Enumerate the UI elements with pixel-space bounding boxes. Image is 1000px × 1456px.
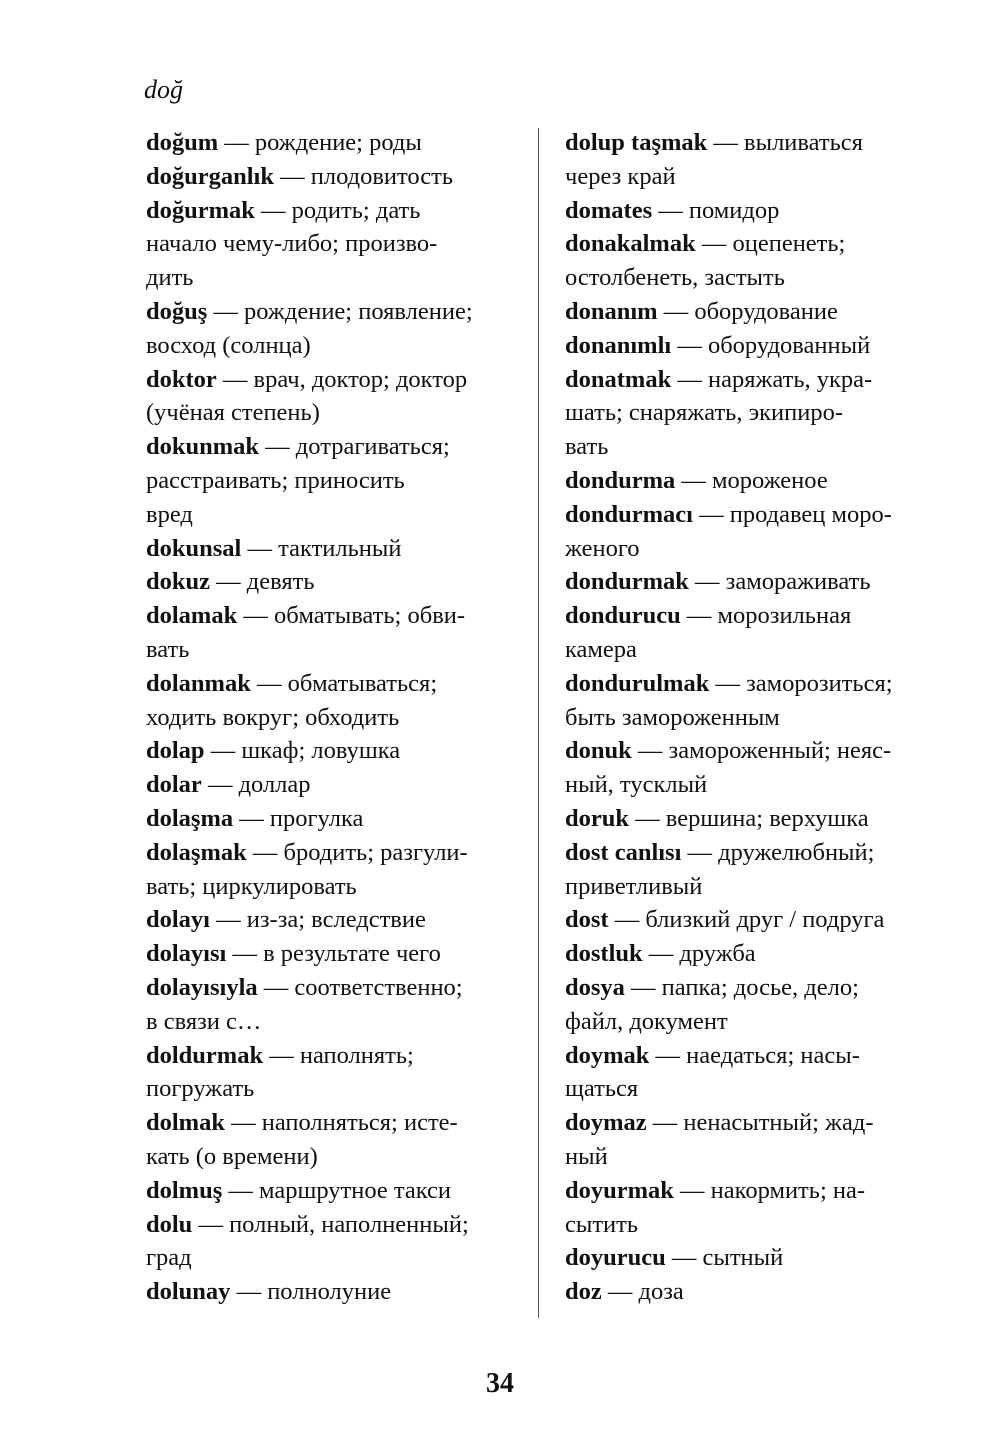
dictionary-entry (146, 1106, 524, 1174)
entry-line (146, 532, 524, 566)
definition-text: восход (солнца) (146, 331, 311, 359)
headword: dondurucu (565, 602, 681, 630)
entry-line (146, 126, 524, 160)
entry-line (146, 1039, 524, 1073)
headword: dondurmacı (565, 500, 693, 528)
headword: doldurmak (146, 1041, 264, 1069)
definition-text: — обматываться; (250, 669, 438, 697)
definition-text: — накормить; на- (673, 1176, 866, 1204)
definition-text: приветливый (565, 872, 703, 900)
headword: dokunsal (146, 534, 242, 562)
definition-text: — наполнять; (263, 1041, 414, 1069)
definition-text: начало чему-либо; произво- (146, 230, 438, 258)
definition-text: — плодовитость (274, 162, 454, 190)
headword: dolamak (146, 602, 238, 630)
entry-line (146, 903, 524, 937)
entry-line (146, 802, 524, 836)
headword: dolu (146, 1210, 193, 1238)
headword: donanım (565, 297, 658, 325)
definition-text: — в результате чего (226, 940, 441, 968)
entry-line (146, 937, 524, 971)
definition-text: — помидор (652, 196, 780, 224)
definition-text: — папка; досье, дело; (624, 973, 859, 1001)
definition-text: расстраивать; приносить (146, 466, 405, 494)
definition-text: — замороженный; неяс- (631, 737, 892, 765)
dictionary-entry (565, 227, 945, 295)
headword: donakalmak (565, 230, 696, 258)
entry-line (146, 1106, 524, 1140)
entry-line (146, 396, 524, 430)
entry-line (146, 599, 524, 633)
headword: dondurma (565, 466, 676, 494)
running-head: doğ (144, 75, 183, 104)
dictionary-entry (146, 937, 524, 971)
dictionary-entry (146, 836, 524, 904)
headword: domates (565, 196, 653, 224)
definition-text: — полнолуние (230, 1278, 392, 1306)
dictionary-entry (565, 599, 945, 667)
dictionary-entry (146, 295, 524, 363)
definition-text: — полный, наполненный; (192, 1210, 469, 1238)
definition-text: — рождение; появление; (207, 297, 473, 325)
definition-text: файл, документ (565, 1007, 728, 1035)
definition-text: вать; циркулировать (146, 872, 357, 900)
headword: dolayı (146, 906, 210, 934)
definition-text: женого (565, 534, 640, 562)
headword: dolmak (146, 1109, 225, 1137)
headword: dolaşma (146, 804, 234, 832)
headword: dosya (565, 973, 625, 1001)
definition-text: — мороженое (675, 466, 828, 494)
definition-text: — бродить; разгули- (246, 838, 468, 866)
entry-line (565, 126, 945, 160)
definition-text: — вершина; верхушка (629, 804, 869, 832)
dictionary-entry (565, 667, 945, 735)
entry-line (146, 160, 524, 194)
entry-line (565, 1241, 945, 1275)
definition-text: — прогулка (233, 804, 364, 832)
definition-text: остолбенеть, застыть (565, 264, 785, 292)
headword: donatmak (565, 365, 672, 393)
entry-line (565, 1039, 945, 1073)
entry-line (146, 1174, 524, 1208)
entry-line (146, 498, 524, 532)
column-divider (538, 128, 539, 1318)
headword: doyurucu (565, 1244, 666, 1272)
entry-line (565, 1174, 945, 1208)
entry-line (146, 870, 524, 904)
definition-text: — продавец моро- (692, 500, 892, 528)
dictionary-entry (146, 126, 524, 160)
dictionary-entry (565, 1275, 945, 1309)
dictionary-entry (565, 903, 945, 937)
entry-line (565, 532, 945, 566)
definition-text: кать (о времени) (146, 1142, 318, 1170)
definition-text: в связи с… (146, 1007, 262, 1035)
dictionary-entry (565, 194, 945, 228)
dictionary-entry (146, 1208, 524, 1276)
headword: dolayısıyla (146, 973, 258, 1001)
headword: doğum (146, 129, 219, 156)
dictionary-entry (146, 194, 524, 295)
entry-line (565, 633, 945, 667)
entry-line (565, 1275, 945, 1309)
definition-text: — тактильный (241, 534, 402, 562)
dictionary-entry (146, 903, 524, 937)
definition-text: ходить вокруг; обходить (146, 703, 400, 731)
definition-text: — близкий друг / подруга (608, 906, 885, 934)
entry-line (146, 1241, 524, 1275)
headword: dondurmak (565, 568, 689, 596)
entry-line (565, 565, 945, 599)
headword: doğurmak (146, 196, 255, 224)
dictionary-entry (565, 1174, 945, 1242)
dictionary-entry (565, 1106, 945, 1174)
definition-text: — наедаться; насы- (649, 1041, 860, 1069)
dictionary-entry (146, 599, 524, 667)
definition-text: — наряжать, укра- (671, 365, 873, 393)
dictionary-entry (565, 1039, 945, 1107)
entry-line (565, 1106, 945, 1140)
definition-text: — оборудованный (671, 331, 871, 359)
dictionary-entry (146, 1039, 524, 1107)
entry-line (565, 734, 945, 768)
definition-text: вать (146, 635, 190, 663)
dictionary-entry (146, 532, 524, 566)
definition-text: — заморозиться; (709, 669, 893, 697)
entry-line (146, 1275, 524, 1309)
entry-line (146, 194, 524, 228)
entry-line (146, 363, 524, 397)
definition-text: ный, тусклый (565, 771, 708, 799)
headword: doymak (565, 1041, 650, 1069)
definition-text: дить (146, 264, 194, 292)
entry-line (146, 329, 524, 363)
headword: doktor (146, 365, 217, 393)
entry-line (565, 836, 945, 870)
definition-text: вать (565, 433, 609, 461)
entry-line (146, 565, 524, 599)
definition-text: щаться (565, 1075, 639, 1103)
dictionary-entry (565, 295, 945, 329)
entry-line (565, 1005, 945, 1039)
headword: dokunmak (146, 433, 260, 461)
definition-text: — соответственно; (257, 973, 463, 1001)
dictionary-entry (146, 768, 524, 802)
definition-text: (учёная степень) (146, 399, 320, 427)
entry-line (146, 1072, 524, 1106)
dictionary-entry (565, 937, 945, 971)
entry-line (565, 937, 945, 971)
entry-line (565, 396, 945, 430)
definition-text: — выливаться (707, 129, 863, 156)
headword: dostluk (565, 940, 643, 968)
entry-line (565, 667, 945, 701)
headword: dokuz (146, 568, 211, 596)
headword: dolup taşmak (565, 129, 708, 156)
dictionary-entry (146, 430, 524, 531)
definition-text: — маршрутное такси (222, 1176, 452, 1204)
headword: dolayısı (146, 940, 227, 968)
definition-text: — доза (601, 1278, 684, 1306)
entry-line (565, 599, 945, 633)
headword: doyurmak (565, 1176, 674, 1204)
dictionary-entry (146, 160, 524, 194)
entry-line (565, 870, 945, 904)
entry-line (146, 430, 524, 464)
dictionary-entry (146, 667, 524, 735)
entry-line (565, 430, 945, 464)
definition-text: погружать (146, 1075, 255, 1103)
entry-line (565, 261, 945, 295)
dictionary-entry (565, 802, 945, 836)
entry-line (146, 701, 524, 735)
entry-line (565, 802, 945, 836)
headword: dolar (146, 771, 202, 799)
definition-text: сытить (565, 1210, 639, 1238)
page-number: 34 (486, 1368, 514, 1399)
definition-text: — ненасытный; жад- (646, 1109, 874, 1137)
definition-text: — сытный (665, 1244, 784, 1272)
entry-line (565, 1208, 945, 1242)
headword: doymaz (565, 1109, 647, 1137)
definition-text: град (146, 1244, 192, 1272)
entry-line (146, 633, 524, 667)
definition-text: — из-за; вследствие (210, 906, 426, 934)
headword: dolunay (146, 1278, 231, 1306)
entry-line (565, 227, 945, 261)
definition-text: через край (565, 162, 676, 190)
dictionary-entry (146, 971, 524, 1039)
dictionary-entry (565, 363, 945, 464)
definition-text: — врач, доктор; доктор (216, 365, 468, 393)
definition-text: — родить; дать (254, 196, 421, 224)
entry-line (146, 1005, 524, 1039)
entry-line (146, 295, 524, 329)
dictionary-entry (146, 363, 524, 431)
entry-line (146, 1208, 524, 1242)
dictionary-entry (146, 565, 524, 599)
headword: donanımlı (565, 331, 672, 359)
headword: doğuş (146, 297, 208, 325)
definition-text: камера (565, 635, 637, 663)
dictionary-entry (565, 329, 945, 363)
entry-line (565, 464, 945, 498)
definition-text: — оборудование (657, 297, 838, 325)
definition-text: — замораживать (688, 568, 871, 596)
definition-text: — шкаф; ловушка (204, 737, 401, 765)
entry-line (146, 464, 524, 498)
definition-text: — обматывать; обви- (237, 602, 466, 630)
entry-line (146, 971, 524, 1005)
definition-text: — дружба (642, 940, 756, 968)
definition-text: — оцепенеть; (695, 230, 846, 258)
dictionary-entry (565, 498, 945, 566)
entry-line (565, 160, 945, 194)
entry-line (146, 261, 524, 295)
dictionary-entry (565, 836, 945, 904)
headword: dolaşmak (146, 838, 247, 866)
entry-line (565, 194, 945, 228)
dictionary-entry (565, 971, 945, 1039)
entry-line (565, 363, 945, 397)
entry-line (565, 1072, 945, 1106)
dictionary-entry (565, 1241, 945, 1275)
definition-text: ный (565, 1142, 608, 1170)
dictionary-entry (565, 734, 945, 802)
headword: doz (565, 1278, 602, 1306)
definition-text: — наполняться; исте- (224, 1109, 458, 1137)
dictionary-entry (565, 464, 945, 498)
entry-line (565, 1140, 945, 1174)
entry-line (565, 498, 945, 532)
dictionary-entry (565, 565, 945, 599)
entry-line (565, 295, 945, 329)
definition-text: — девять (210, 568, 315, 596)
definition-text: — морозильная (680, 602, 852, 630)
left-column (146, 126, 524, 1309)
entry-line (565, 903, 945, 937)
dictionary-entry (565, 126, 945, 194)
entry-line (146, 768, 524, 802)
right-column (565, 126, 945, 1309)
entry-line (565, 768, 945, 802)
headword: donuk (565, 737, 632, 765)
entry-line (565, 329, 945, 363)
dictionary-entry (146, 802, 524, 836)
entry-line (146, 227, 524, 261)
headword: dolmuş (146, 1176, 223, 1204)
entry-line (146, 667, 524, 701)
dictionary-entry (146, 1174, 524, 1208)
entry-line (565, 701, 945, 735)
definition-text: — доллар (201, 771, 311, 799)
definition-text: — рождение; роды (218, 129, 422, 156)
headword: dolanmak (146, 669, 251, 697)
definition-text: быть замороженным (565, 703, 780, 731)
headword: dost canlısı (565, 838, 682, 866)
dictionary-entry (146, 734, 524, 768)
headword: doruk (565, 804, 630, 832)
definition-text: — дотрагиваться; (259, 433, 450, 461)
entry-line (146, 836, 524, 870)
headword: dolap (146, 737, 205, 765)
headword: dost (565, 906, 609, 934)
headword: dondurulmak (565, 669, 710, 697)
headword: doğurganlık (146, 162, 274, 190)
dictionary-entry (146, 1275, 524, 1309)
entry-line (146, 1140, 524, 1174)
definition-text: шать; снаряжать, экипиро- (565, 399, 844, 427)
definition-text: — дружелюбный; (681, 838, 875, 866)
entry-line (565, 971, 945, 1005)
definition-text: вред (146, 500, 193, 528)
entry-line (146, 734, 524, 768)
